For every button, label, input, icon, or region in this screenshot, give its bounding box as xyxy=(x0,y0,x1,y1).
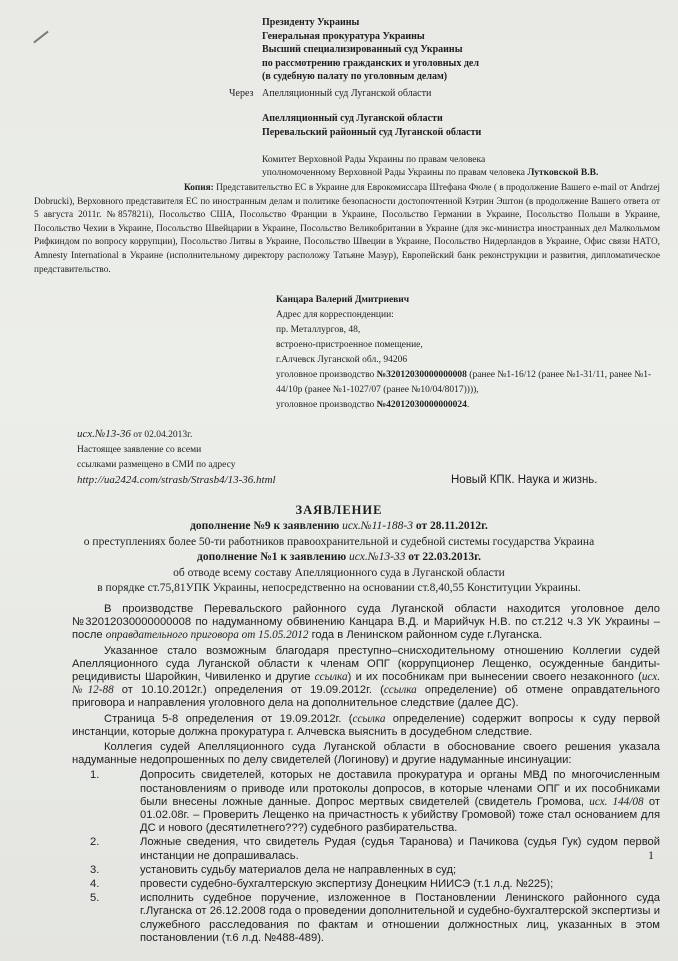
copies-block xyxy=(34,182,660,277)
outgoing-url: http://ua2424.com/strasb/Strasb4/13-36.html xyxy=(77,474,276,486)
ombudsman-name: Лутковской В.В. xyxy=(527,168,599,178)
p1-text: В производстве Перевальского районного суда Луганской области находится уголовное дело №32012030000000008 по надуманному обвинению Канцара В.Д. и Марийчук Н.В. по ст.212 ч.3 УК Украины – после xyxy=(72,603,660,642)
subtitle-1 xyxy=(0,519,678,534)
court-line: Перевальский районный суд Луганской области xyxy=(262,127,482,138)
outgoing-ref-line xyxy=(77,427,377,443)
list-item xyxy=(72,892,660,945)
list-text: Допросить свидетелей, которых не доставила прокуратура и органы МВД по многочисленным постановлениям о приводе или протоколы допросов, в которые членами ОПГ и их пособниками были внесены ложные данные. Допрос мертвых свидетелей (свидетель Громова, xyxy=(140,769,660,808)
motto: Новый КПК. Наука и жизнь. xyxy=(451,474,598,486)
list-number: 4. xyxy=(90,878,100,891)
outgoing-ref: исх.№13-36 xyxy=(77,428,131,440)
case-1 xyxy=(276,368,656,398)
address-label: Адрес для корреспонденции: xyxy=(276,310,394,320)
case-2-prefix: уголовное производство xyxy=(276,400,377,410)
recipient-line: Президенту Украины xyxy=(262,17,360,28)
sender-name: Канцара Валерий Дмитриевич xyxy=(276,295,410,305)
p2-text-2: ) и их пособникам при вынесении своего незаконного ( xyxy=(347,671,642,684)
document-body xyxy=(72,603,660,946)
recipient-line: по рассмотрению гражданских и уголовных дел xyxy=(262,57,479,69)
subtitle-3-date: от 22.03.2013г. xyxy=(405,551,481,563)
p3-end: определение) содержит вопросы к суду первой инстанции, которые должна прокуратура г. Алчевска выяснить в досудебном следствие. xyxy=(72,712,660,738)
subtitle-3-ref: исх.№13-33 xyxy=(349,551,406,563)
copies-label: Копия: xyxy=(184,183,214,193)
case-1-number: №32012030000000008 xyxy=(376,370,467,380)
courts-block xyxy=(262,112,481,140)
list-text: провести судебно-бухгалтерскую экспертизу Донецким НИИСЭ (т.1 л.д. №225); xyxy=(140,878,554,891)
insinuations-list xyxy=(72,769,660,945)
recipients-block xyxy=(262,16,642,84)
outgoing-line-2: Настоящее заявление со всеми xyxy=(77,445,202,455)
subtitle-3 xyxy=(0,550,678,565)
recipient-line: (в судебную палату по уголовным делам) xyxy=(262,71,448,82)
p2-end: определение) об отмене оправдательного приговора и направления уголовного дела на дополнительное следствие (далее ДС). xyxy=(72,684,660,710)
p2-text-3: от 10.10.2012г.) определения от 19.09.2012г. ( xyxy=(113,684,384,697)
p2-text: Указанное стало возможным благодаря преступно–снисходительному отношению Коллегии судей Апелляционного суда Луганской области к членам ОПГ (коррупционер Лещенко, осужденные бандиты-рецидивисты Шаройкин, Чивиленко и другие xyxy=(72,644,660,684)
p2-link-1: ссылка xyxy=(314,671,348,684)
sender-block xyxy=(276,293,656,413)
list-ref: исх. 144/08 xyxy=(589,795,644,808)
case-2 xyxy=(276,398,656,413)
p2-ref: исх.№12-88 xyxy=(72,671,660,697)
list-number: 3. xyxy=(90,863,100,876)
case-1-suffix: (ранее №1-16/12 (ранее №1-31/11, ранее №1-44/10р (ранее №1-1027/07 (ранее №10/04/8017)))), xyxy=(276,370,652,395)
list-text-end: от 01.02.08г. – Проверить Лещенко на причастность к убийству Громовой) тоже стал основанием для ДС и нового (десятилетнего???) судебного разбирательства. xyxy=(140,795,660,835)
page-number: 1 xyxy=(648,848,654,862)
list-number: 5. xyxy=(90,892,100,905)
p2-link-2: ссылка xyxy=(383,684,417,697)
paragraph-3 xyxy=(72,713,660,739)
outgoing-line-3: ссылками размещено в СМИ по адресу xyxy=(77,460,236,470)
via-label: Через xyxy=(229,88,254,99)
address-street: пр. Металлургов, 48, xyxy=(276,325,361,335)
subtitle-1-ref: исх.№11-188-3 xyxy=(342,520,413,532)
list-text: исполнить судебное поручение, изложенное в Постановлении Ленинского районного суда г.Луганска от 26.12.2008 года о проведении дополнительной и судебно-бухгалтерской экспертизы и служебного расследования по фактам и отношении должностных лиц, указанных в этом постановлении (т.6 л.д. №488-489). xyxy=(140,892,660,944)
address-premises: встроено-пристроенное помещение, xyxy=(276,340,423,350)
subtitle-1-date: от 28.11.2012г. xyxy=(412,520,488,532)
list-number: 2. xyxy=(90,836,100,849)
committee-line: Комитет Верховной Рады Украины по правам человека xyxy=(262,155,486,165)
list-item xyxy=(72,878,660,891)
p1-end: года в Ленинском районном суде г.Луганска. xyxy=(308,629,543,642)
paragraph-2 xyxy=(72,645,660,711)
list-item xyxy=(72,864,660,877)
committee-line-2 xyxy=(262,167,662,180)
address-city: г.Алчевск Луганской обл., 94206 xyxy=(276,355,408,365)
p1-italic: оправдательного приговора от 15.05.2012 xyxy=(105,629,309,642)
subtitle-2: о преступлениях более 50-ти работников правоохранительной и судебной системы государства Украина xyxy=(83,536,595,548)
paragraph-4: Коллегия судей Апелляционного суда Луганской области в обоснование своего решения указала надуманные недопрошенных по делу свидетелей (Логинову) и другие надуманные инсинуации: xyxy=(72,741,660,767)
via-text: Апелляционный суд Луганской области xyxy=(262,88,432,99)
committee-line-text: уполномоченному Верховной Рады Украины по правам человека xyxy=(262,168,528,178)
list-text: Ложные сведения, что свидетель Рудая (судья Таранова) и Пачикова (судья Гук) судом первой инстанции не допрашивалась. xyxy=(140,836,660,862)
committee-block xyxy=(262,154,662,180)
case-2-number: №42012030000000024 xyxy=(376,400,467,410)
court-line: Апелляционный суд Луганской области xyxy=(262,113,443,124)
p3-text: Страница 5-8 определения от 19.09.2012г. ( xyxy=(104,712,353,725)
list-text: установить судьбу материалов дела не направленных в суд; xyxy=(140,863,457,876)
list-item xyxy=(72,836,660,862)
recipient-line: Генеральная прокуратура Украины xyxy=(262,30,425,42)
subtitle-1-a: дополнение №9 к заявлению xyxy=(190,520,343,532)
document-title: ЗАЯВЛЕНИЕ xyxy=(295,503,383,517)
p3-link: ссылка xyxy=(352,712,386,725)
paragraph-1 xyxy=(72,603,660,643)
subtitle-5: в порядке ст.75,81УПК Украины, непосредственно на основании ст.8,40,55 Конституции Украины. xyxy=(97,582,581,594)
recipient-line: Высший специализированный суд Украины xyxy=(262,44,463,55)
case-1-prefix: уголовное производство xyxy=(276,370,377,380)
list-number: 1. xyxy=(90,769,100,782)
copies-text: Представительство ЕС в Украине для Еврокомиссара Штефана Фюле ( в продолжение Вашего e-mail от Andrzej Dobrucki), Верховного представителя ЕС по иностранным делам и политике безопасности достопочтенной Кэтрин Эштон (в продолжение Вашего ответа от 5 августа 2011г. №857821i), Посольство США, Посольство Франции в Украине, Посольство Германии в Украине, Посольство Польши в Украине, Посольство Чехии в Украине, Посольство Швейцарии в Украине, Посольство Великобритании в Украине (для экс-министра иностранных дел Малкольмом Рифкиндом по вопросу коррупции), Посольство Литвы в Украине, Посольство Швеции в Украине, Посольство Нидерландов в Украине, Офис связи НАТО, Amnesty International в Украине (исполнительному директору расположу Татьяне Мазур), Европейский банк реконструкции и развития, дипломатическое представительство. xyxy=(34,183,660,275)
list-item xyxy=(72,769,660,835)
outgoing-date: от 02.04.2013г. xyxy=(130,430,193,440)
subtitle-3-a: дополнение №1 к заявлению xyxy=(197,551,350,563)
case-2-suffix: . xyxy=(466,400,470,410)
subtitle-4: об отводе всему составу Апелляционного суда в Луганской области xyxy=(173,567,505,579)
pen-mark xyxy=(33,31,48,44)
outgoing-block xyxy=(77,427,377,488)
